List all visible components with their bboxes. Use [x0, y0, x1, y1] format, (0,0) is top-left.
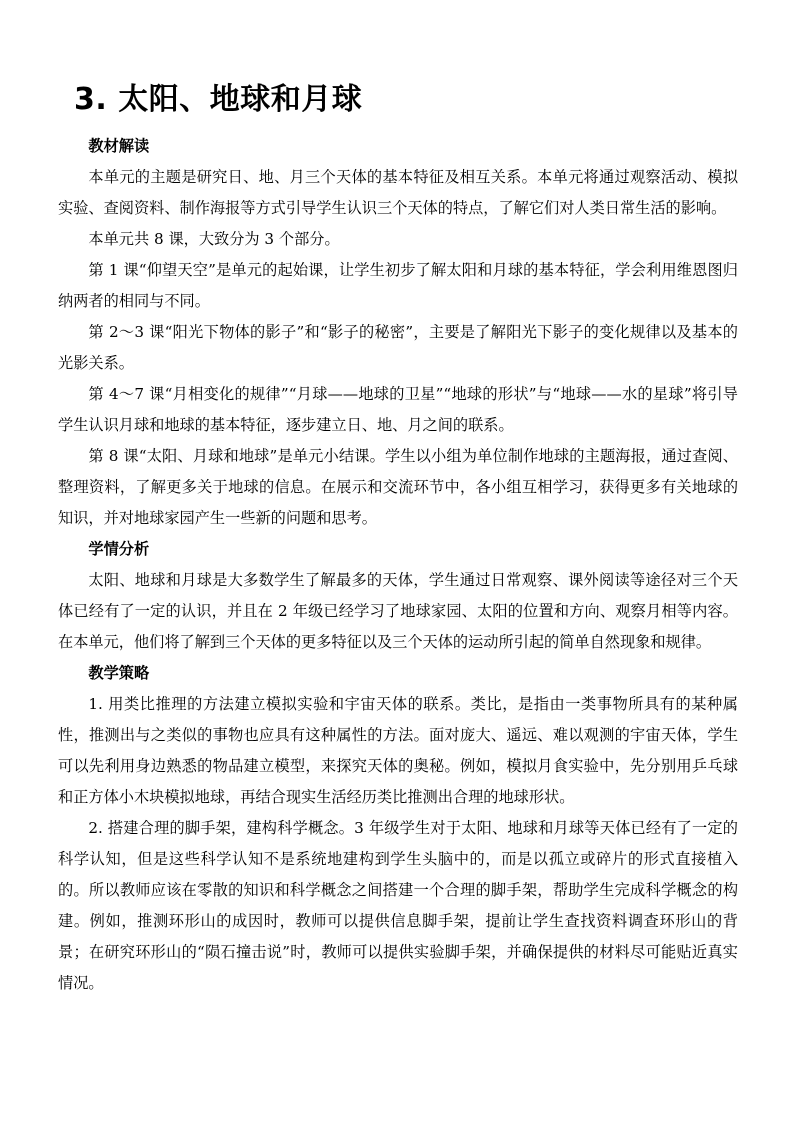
paragraph: 2. 搭建合理的脚手架，建构科学概念。3 年级学生对于太阳、地球和月球等天体已经有了一定的科学认知，但是这些科学认知不是系统地建构到学生头脑中的，而是以孤立或碎片的形式直接植入的。所以教师应该在零散的知识和科学概念之间搭建一个合理的脚手架，帮助学生完成科学概念的构建。例如，推测环形山的成因时，教师可以提供信息脚手架，提前让学生查找资料调查环形山的背景；在研究环形山的“陨石撞击说”时，教师可以提供实验脚手架，并确保提供的材料尽可能贴近真实情况。	[58, 819, 738, 992]
paragraph: 第 1 课“仰望天空”是单元的起始课，让学生初步了解太阳和月球的基本特征，学会利用维恩图归纳两者的相同与不同。	[58, 261, 738, 310]
section-heading-textbook-interpretation: 教材解读	[88, 137, 150, 155]
paragraph: 本单元共 8 课，大致分为 3 个部分。	[88, 230, 340, 248]
paragraph: 本单元的主题是研究日、地、月三个天体的基本特征及相互关系。本单元将通过观察活动、模拟实验、查阅资料、制作海报等方式引导学生认识三个天体的特点，了解它们对人类日常生活的影响。	[58, 168, 738, 217]
section-heading-teaching-strategy: 教学策略	[88, 664, 150, 682]
paragraph: 第 4～7 课“月相变化的规律”“月球——地球的卫星”“地球的形状”与“地球——水的星球”将引导学生认识月球和地球的基本特征，逐步建立日、地、月之间的联系。	[58, 385, 738, 434]
section-heading-learner-analysis: 学情分析	[88, 540, 150, 558]
document-title: 3. 太阳、地球和月球	[74, 82, 363, 117]
paragraph: 第 2～3 课“阳光下物体的影子”和“影子的秘密”，主要是了解阳光下影子的变化规律以及基本的光影关系。	[58, 323, 738, 372]
paragraph: 第 8 课“太阳、月球和地球”是单元小结课。学生以小组为单位制作地球的主题海报，通过查阅、整理资料，了解更多关于地球的信息。在展示和交流环节中，各小组互相学习，获得更多有关地球的知识，并对地球家园产生一些新的问题和思考。	[58, 447, 738, 527]
document-body	[58, 131, 738, 999]
paragraph: 太阳、地球和月球是大多数学生了解最多的天体，学生通过日常观察、课外阅读等途径对三个天体已经有了一定的认识，并且在 2 年级已经学习了地球家园、太阳的位置和方向、观察月相等内容。在本单元，他们将了解到三个天体的更多特征以及三个天体的运动所引起的简单自然现象和规律。	[58, 571, 738, 651]
paragraph: 1. 用类比推理的方法建立模拟实验和宇宙天体的联系。类比，是指由一类事物所具有的某种属性，推测出与之类似的事物也应具有这种属性的方法。面对庞大、遥远、难以观测的宇宙天体，学生可以先利用身边熟悉的物品建立模型，来探究天体的奥秘。例如，模拟月食实验中，先分别用乒乓球和正方体小木块模拟地球，再结合现实生活经历类比推测出合理的地球形状。	[58, 695, 738, 806]
